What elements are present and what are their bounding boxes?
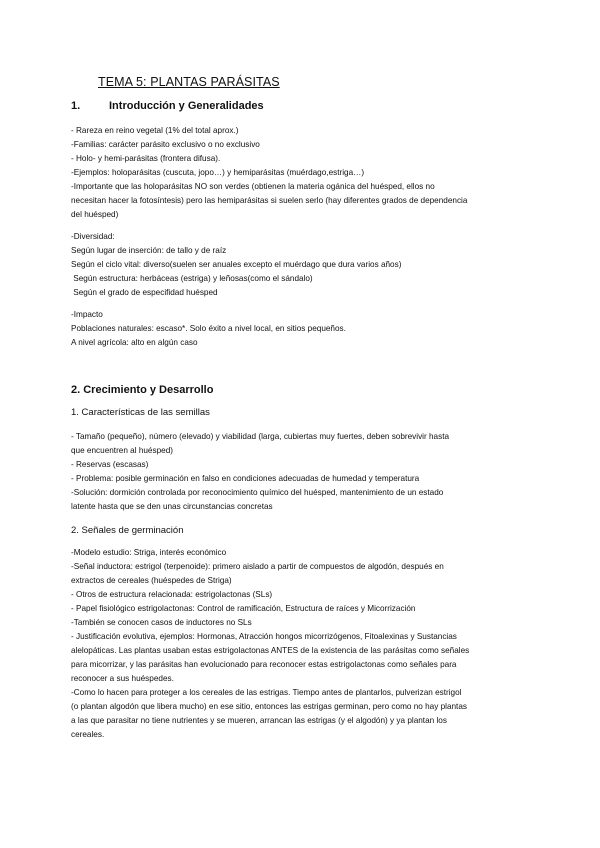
text-line: Poblaciones naturales: escaso*. Solo éxito a nivel local, en sitios pequeños. [71,324,346,333]
text-line: - Holo- y hemi-parásitas (frontera difusa). [71,154,221,163]
text-line: -Como lo hacen para proteger a los cereales de las estrigas. Tiempo antes de plantarlos, pulverizan estrigol [71,688,462,697]
text-line: A nivel agrícola: alto en algún caso [71,338,198,347]
text-line: -Modelo estudio: Striga, interés económico [71,548,227,557]
text-line: -Impacto [71,310,103,319]
document-title: TEMA 5: PLANTAS PARÁSITAS [98,75,280,89]
text-line: Según estructura: herbáceas (estriga) y leñosas(como el sándalo) [71,274,313,283]
text-line: -Señal inductora: estrigol (terpenoide): primero aislado a partir de compuestos de algodón, después en [71,562,444,571]
text-line: que encuentren al huésped) [71,446,173,455]
text-line: Según lugar de inserción: de tallo y de raíz [71,246,227,255]
section-2-2-body [71,546,531,742]
text-line: reconocer a sus huéspedes. [71,674,174,683]
text-line: - Problema: posible germinación en falso en condiciones adecuadas de humedad y temperatura [71,474,420,483]
text-line: extractos de cereales (huéspedes de Striga) [71,576,232,585]
text-line: -También se conocen casos de inductores no SLs [71,618,252,627]
section-1-impact [71,308,531,350]
text-line: latente hasta que se den unas circunstancias concretas [71,502,273,511]
section-2-2-heading: 2. Señales de germinación [71,525,184,536]
text-line: -Diversidad: [71,232,115,241]
section-1-title: Introducción y Generalidades [109,100,264,112]
section-1-number: 1. [71,100,81,112]
text-line: - Justificación evolutiva, ejemplos: Hormonas, Atracción hongos micorrizógenos, Fitoalexinas y Sustancias [71,632,457,641]
section-2-heading: 2. Crecimiento y Desarrollo [71,384,214,396]
text-line: -Solución: dormición controlada por reconocimiento químico del huésped, mantenimiento de un estado [71,488,444,497]
section-1-intro [71,124,531,222]
text-line: Según el grado de especifidad huésped [71,288,218,297]
section-2-1-heading: 1. Características de las semillas [71,407,210,418]
section-2-1-body [71,430,531,514]
text-line: - Reservas (escasas) [71,460,149,469]
text-line: (o plantan algodón que libera mucho) en ese sitio, entonces las estrigas germinan, pero como no hay plantas [71,702,467,711]
text-line: para micorrizar, y las parásitas han evolucionado para reconocer estas estrigolactonas como señales para [71,660,457,669]
text-line: alelopáticas. Las plantas usaban estas estrigolactonas ANTES de la existencia de las parásitas como señales [71,646,470,655]
section-1-diversity [71,230,531,300]
text-line: Según el ciclo vital: diverso(suelen ser anuales excepto el muérdago que dura varios años) [71,260,402,269]
text-line: - Rareza en reino vegetal (1% del total aprox.) [71,126,239,135]
text-line: del huésped) [71,210,119,219]
text-line: -Importante que las holoparásitas NO son verdes (obtienen la materia ogánica del huésped, ellos no [71,182,435,191]
text-line: -Familias: carácter parásito exclusivo o no exclusivo [71,140,260,149]
section-1-heading [71,100,264,112]
text-line: cereales. [71,730,105,739]
text-line: - Otros de estructura relacionada: estrigolactonas (SLs) [71,590,273,599]
text-line: -Ejemplos: holoparásitas (cuscuta, jopo…) y hemiparásitas (muérdago,estriga…) [71,168,365,177]
text-line: a las que parasitar no tiene nutrientes y se mueren, arrancan las estrigas (y el algodón) y ya plantan los [71,716,447,725]
text-line: - Tamaño (pequeño), número (elevado) y viabilidad (larga, cubiertas muy fuertes, deben sobrevivir hasta [71,432,450,441]
text-line: necesitan hacer la fotosíntesis) pero las hemiparásitas si suelen serlo (hay diferentes grados de dependencia [71,196,468,205]
text-line: - Papel fisiológico estrigolactonas: Control de ramificación, Estructura de raíces y Micorrización [71,604,416,613]
